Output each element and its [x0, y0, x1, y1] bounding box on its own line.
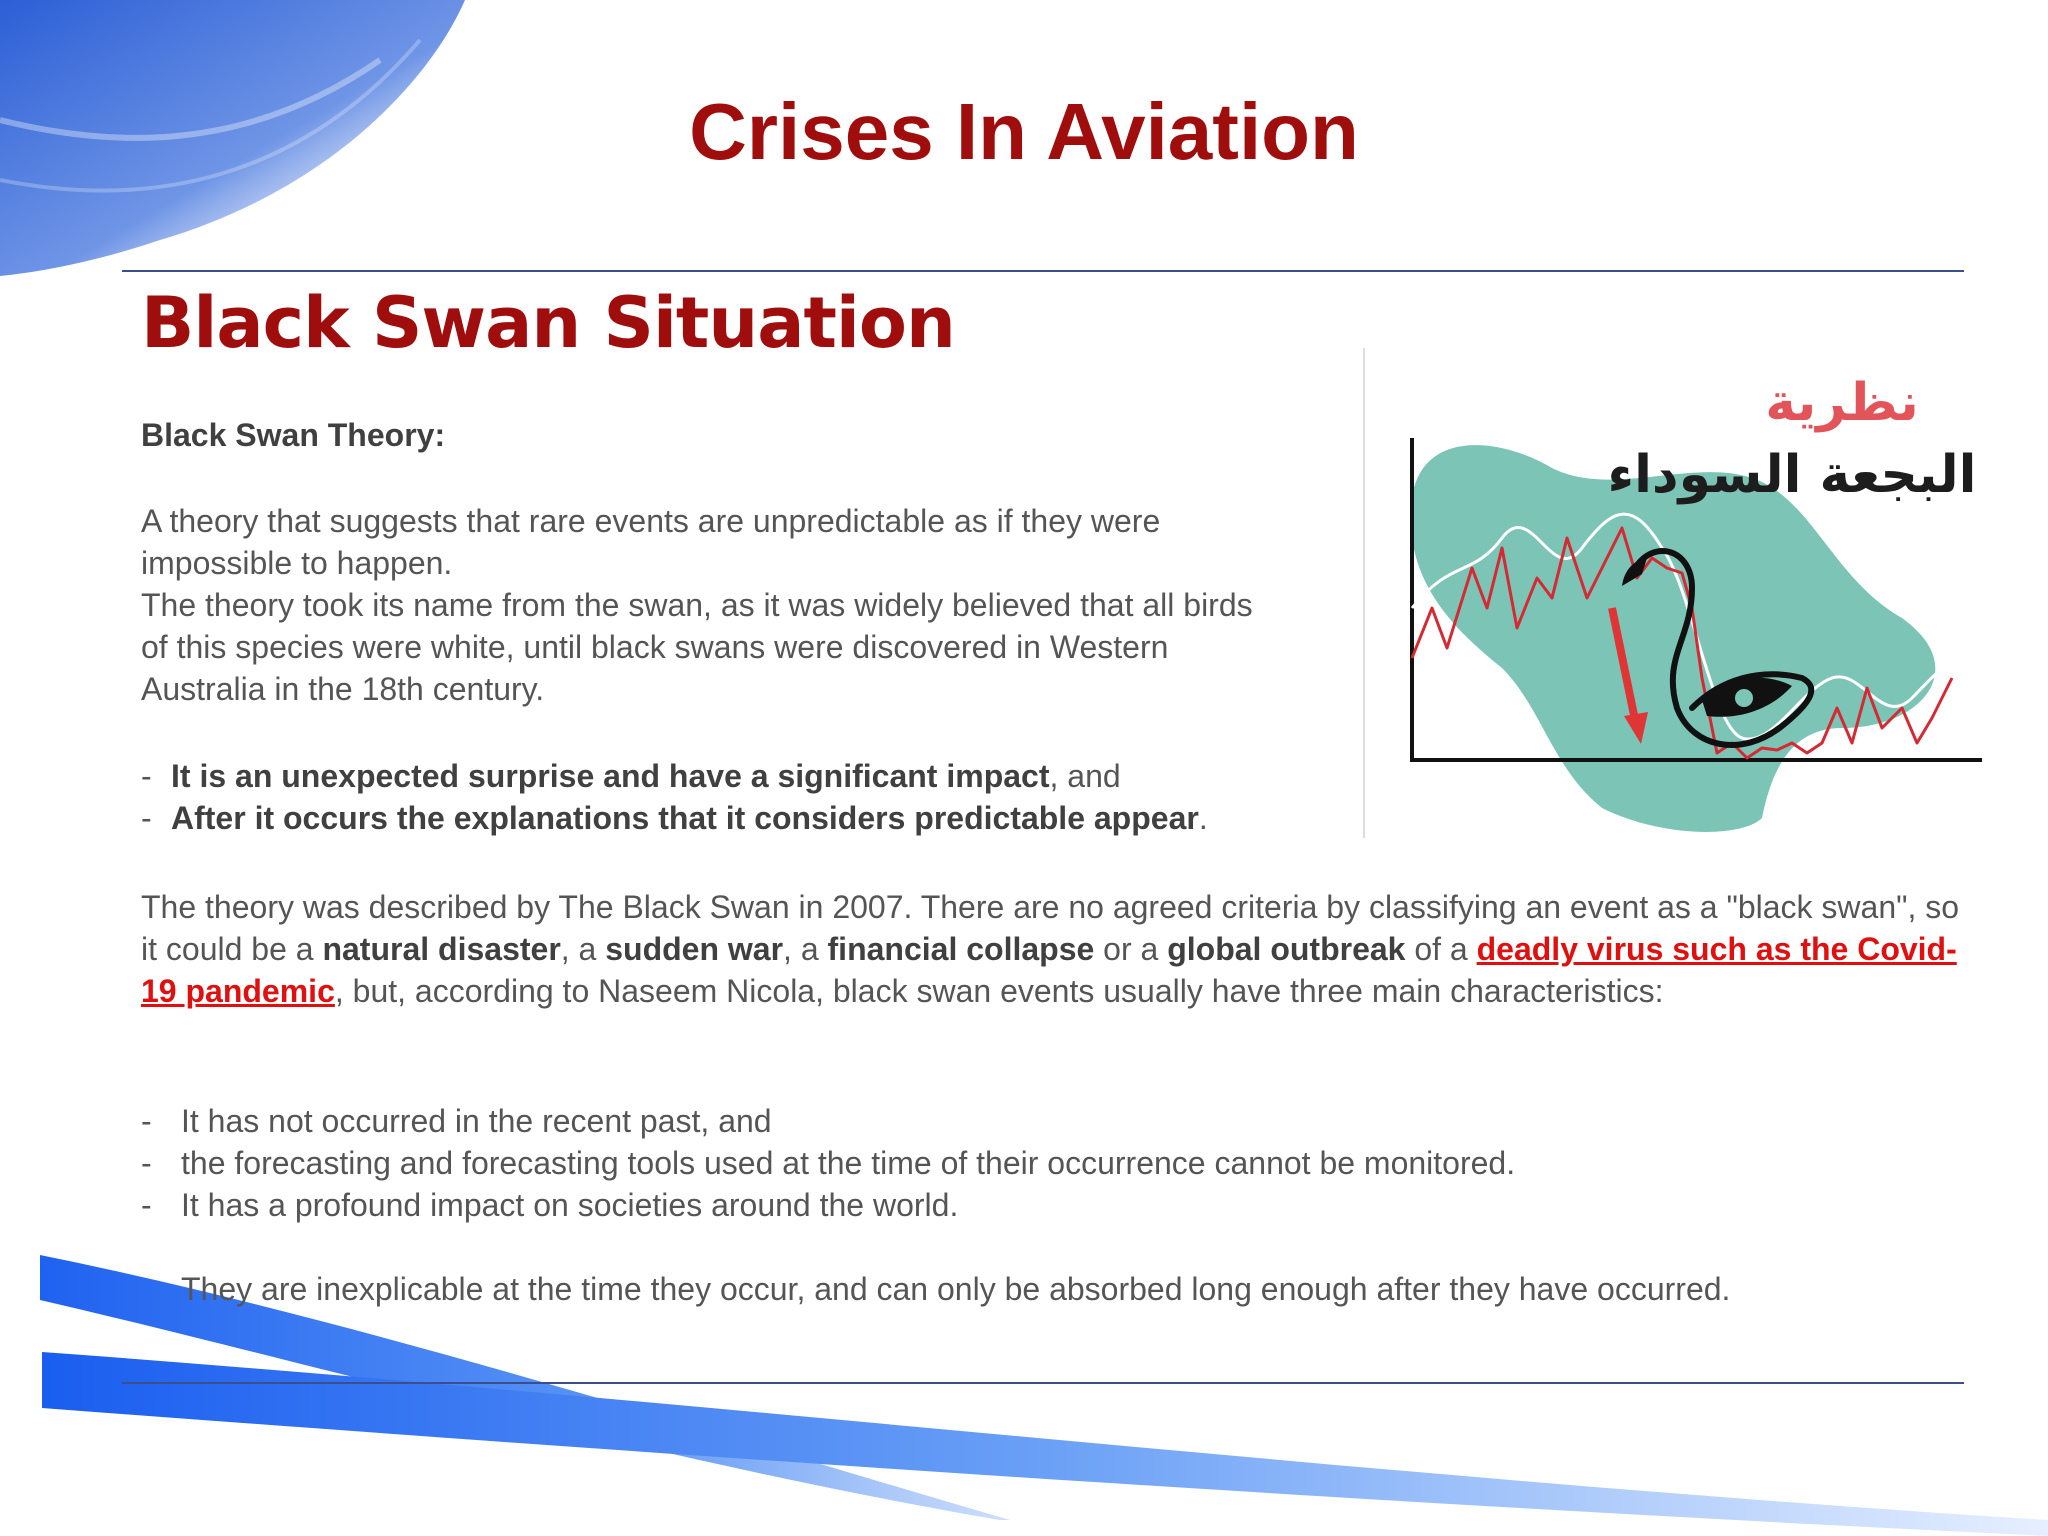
- arabic-title-line2: البجعة السوداء: [1607, 445, 1977, 505]
- theory-line: A theory that suggests that rare events are unpredictable as if they were: [141, 503, 1161, 539]
- description-paragraph: The theory was described by The Black Swan in 2007. There are no agreed criteria by classifying an event as a "black swan", so it could be a natural disaster, a sudden war, a financial collapse or a global outbreak of a deadly virus such as the Covid-19 pandemic, but, according to Naseem Nicola, black swan events usually have three main characteristics:: [141, 889, 1960, 1009]
- list-item: - It has not occurred in the recent past, and: [141, 1103, 772, 1139]
- section-heading: Black Swan Situation: [141, 282, 955, 364]
- theory-line: The theory took its name from the swan, as it was widely believed that all birds: [141, 587, 1253, 623]
- theory-label-text: Black Swan Theory:: [141, 417, 446, 453]
- theory-line: impossible to happen.: [141, 545, 453, 581]
- bottom-stripe-lower: [42, 1352, 2048, 1536]
- covid-link[interactable]: deadly virus such as the Covid-19 pandemic: [141, 931, 1957, 1009]
- characteristics-list: [141, 1100, 1515, 1226]
- theory-line: Australia in the 18th century.: [141, 671, 545, 707]
- black-swan-figure: [1362, 348, 1982, 838]
- bottom-divider: [122, 1382, 1964, 1384]
- theory-paragraph: [141, 500, 1253, 710]
- list-item: - It has a profound impact on societies around the world.: [141, 1187, 959, 1223]
- theory-bullets: [141, 755, 1208, 839]
- black-swan-illustration: [1362, 348, 1982, 838]
- closing-sentence: They are inexplicable at the time they occur, and can only be absorbed long enough after they have occurred.: [181, 1271, 1731, 1307]
- list-item: - the forecasting and forecasting tools used at the time of their occurrence cannot be monitored.: [141, 1145, 1516, 1181]
- slide-title: Crises In Aviation: [689, 87, 1359, 176]
- top-divider: [122, 270, 1964, 272]
- arabic-title-line1: نظرية: [1765, 373, 1919, 433]
- theory-label: [141, 414, 445, 456]
- theory-bullet: - It is an unexpected surprise and have a significant impact, and: [141, 758, 1121, 794]
- theory-bullet: - After it occurs the explanations that it considers predictable appear.: [141, 800, 1208, 836]
- theory-line: of this species were white, until black swans were discovered in Western: [141, 629, 1169, 665]
